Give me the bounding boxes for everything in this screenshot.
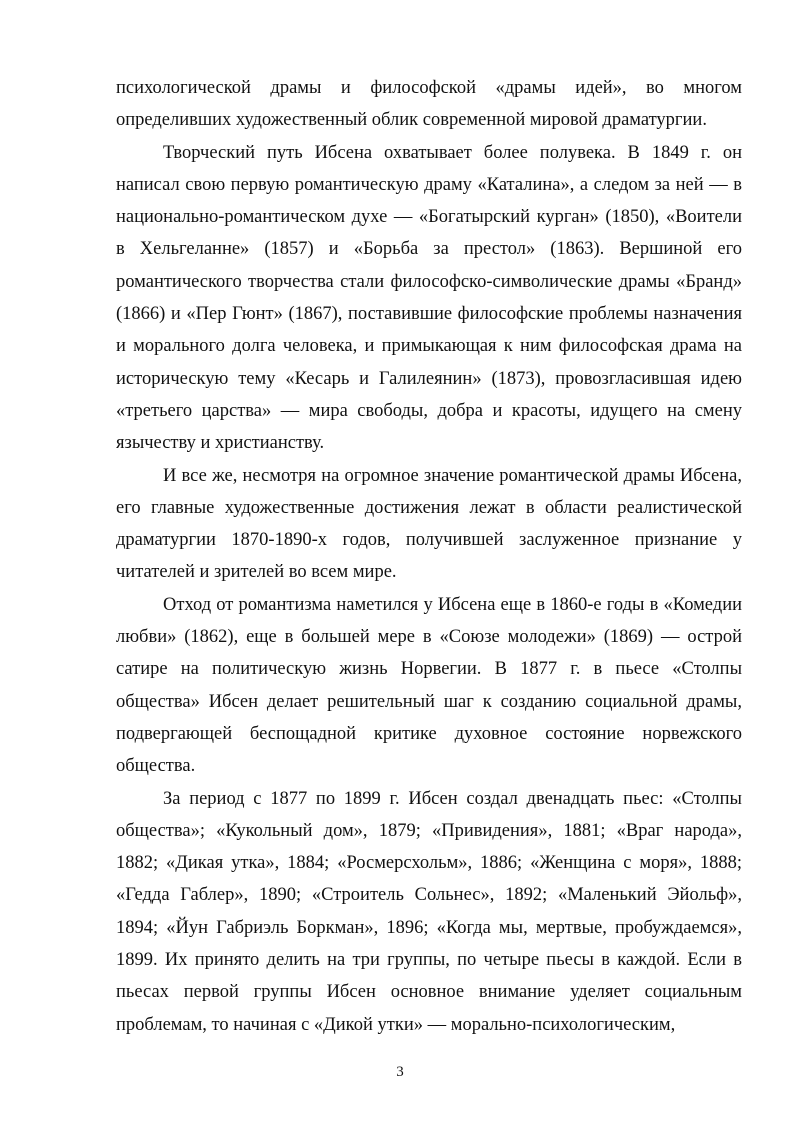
paragraph: Отход от романтизма наметился у Ибсена еще в 1860-е годы в «Комедии любви» (1862), еще в большей мере в «Союзе молодежи» (1869) — острой сатире на политическую жизнь Норвегии. В 1877 г. в пьесе «Столпы общества» Ибсен делает решительный шаг к созданию социальной драмы, подвергающей беспощадной критике духовное состояние норвежского общества. — [116, 594, 742, 777]
paragraph: И все же, несмотря на огромное значение романтической драмы Ибсена, его главные художественные достижения лежат в области реалистической драматургии 1870-1890-х годов, получившей заслуженное признание у читателей и зрителей во всем мире. — [116, 465, 742, 583]
paragraph: Творческий путь Ибсена охватывает более полувека. В 1849 г. он написал свою первую романтическую драму «Каталина», а следом за ней — в национально-романтическом духе — «Богатырский курган» (1850), «Воители в Хельгеланне» (1857) и «Борьба за престол» (1863). Вершиной его романтического творчества стали философско-символические драмы «Бранд» (1866) и «Пер Гюнт» (1867), поставившие философские проблемы назначения и морального долга человека, и примыкающая к ним философская драма на историческую тему «Кесарь и Галилеянин» (1873), провозгласившая идею «третьего царства» — мира свободы, добра и красоты, идущего на смену язычеству и христианству. — [116, 142, 742, 454]
page-number: 3 — [396, 1064, 404, 1080]
paragraph: За период с 1877 по 1899 г. Ибсен создал двенадцать пьес: «Столпы общества»; «Кукольный дом», 1879; «Привидения», 1881; «Враг народа», 1882; «Дикая утка», 1884; «Росмерсхольм», 1886; «Женщина с моря», 1888; «Гедда Габлер», 1890; «Строитель Сольнес», 1892; «Маленький Эйольф», 1894; «Йун Габриэль Боркман», 1896; «Когда мы, мертвые, пробуждаемся», 1899. Их принято делить на три группы, по четыре пьесы в каждой. Если в пьесах первой группы Ибсен основное внимание уделяет социальным проблемам, то начиная с «Дикой утки» — морально-психологическим, — [116, 788, 742, 1035]
paragraph-continuation: психологической драмы и философской «драмы идей», во многом определивших художественный облик современной мировой драматургии. — [116, 78, 742, 131]
body-text — [116, 72, 742, 1041]
